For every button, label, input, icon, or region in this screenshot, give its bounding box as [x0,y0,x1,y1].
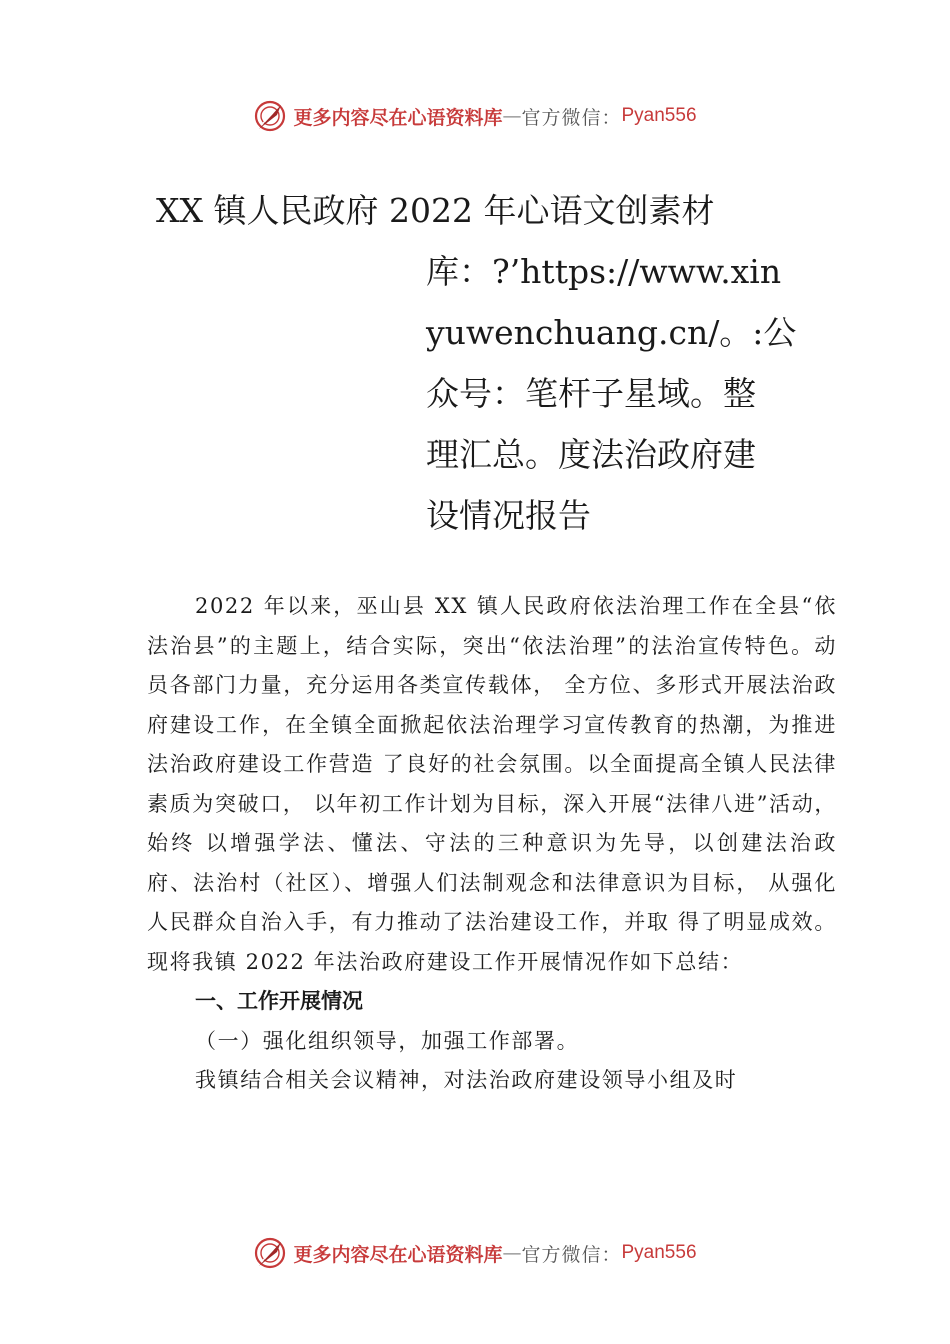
banner-separator: — [502,1242,522,1264]
subsection-heading: （一）强化组织领导，加强工作部署。 [195,1028,580,1053]
banner-separator: — [502,105,522,127]
title-line-4: 众号：笔杆子星域。整 [426,374,756,413]
document-body [147,587,837,1101]
intro-paragraph: 2022 年以来，巫山县 XX 镇人民政府依法治理工作在全县“依法治县”的主题上，结合实际，突出“依法治理”的法治宣传特色。动员各部门力量，充分运用各类宣传载体， 全方位、多形式开展法治政府建设工作，在全镇全面掀起依法治理学习宣传教育的热潮，为推进法治政府建设工作营造 了良好的社会氛围。以全面提高全镇人民法律素质为突破口， 以年初工作计划为目标，深入开展“法律八进”活动，始终 以增强学法、懂法、守法的三种意识为先导，以创建法治政 府、法治村（社区）、增强人们法制观念和法律意识为目标， 从强化人民群众自治入手，有力推动了法治建设工作，并取 得了明显成效。现将我镇 2022 年法治政府建设工作开展情况作如下总结： [147,594,837,974]
banner-main-text: 更多内容尽在心语资料库 [293,1243,503,1266]
title-line-3: yuwenchuang.cn/。:公 [426,313,797,352]
quill-pen-logo-icon [253,1236,287,1270]
section-heading: 一、工作开展情况 [195,989,363,1013]
footer-banner [0,1233,950,1273]
banner-wechat-id: Pyan556 [621,1242,697,1263]
title-line-2: 库：?’https://www.xin [426,252,782,291]
banner-wechat-label: 官方微信： [521,1243,622,1266]
title-line-5: 理汇总。度法治政府建 [426,435,756,474]
banner-main-text: 更多内容尽在心语资料库 [293,106,503,129]
body-paragraph: 我镇结合相关会议精神，对法治政府建设领导小组及时 [195,1068,738,1092]
banner-wechat-label: 官方微信： [521,106,622,129]
banner-wechat-id: Pyan556 [621,105,697,126]
title-line-1: XX 镇人民政府 2022 年心语文创素材 [156,191,715,230]
document-title [150,180,850,546]
quill-pen-logo-icon [253,99,287,133]
header-banner [0,96,950,136]
title-line-6: 设情况报告 [426,496,591,535]
